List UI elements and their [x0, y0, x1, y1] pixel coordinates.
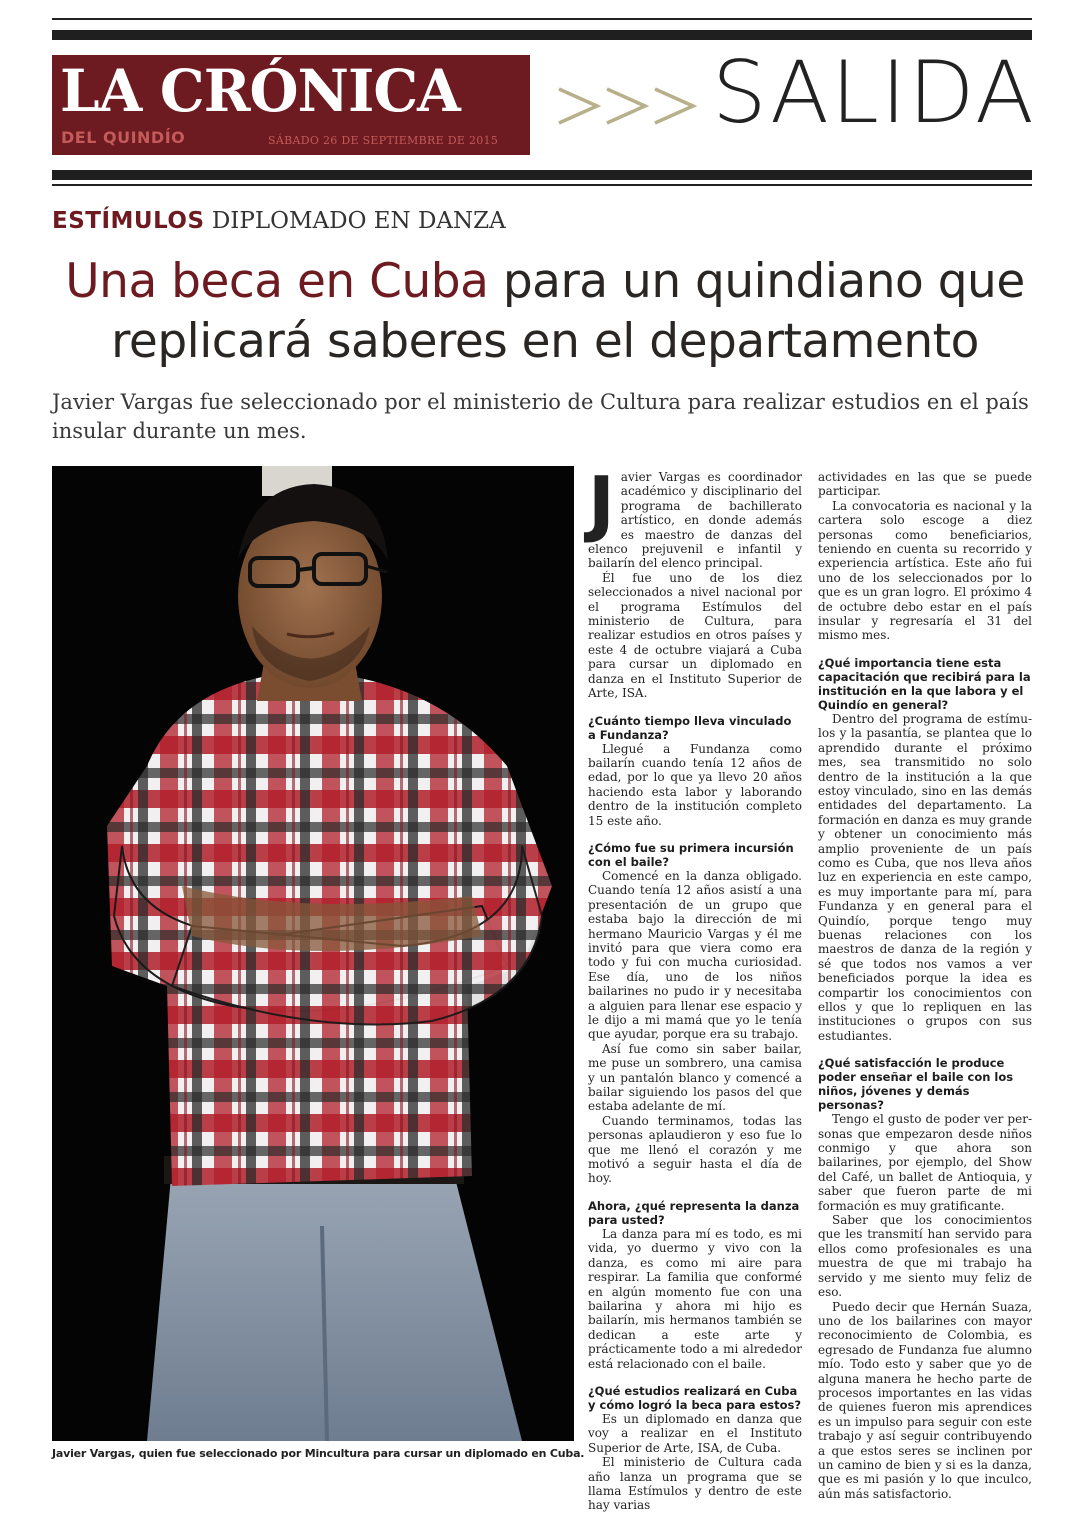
deck: Javier Vargas fue seleccionado por el ministerio de Cultura para realizar estudios en el país insular durante un mes. [52, 390, 1029, 443]
question-heading: Ahora, ¿qué representa la danza para usted? [588, 1198, 800, 1227]
paragraph: actividades en las que se puede participar. [818, 470, 1032, 499]
paragraph: El ministerio de Cultura cada año lanza un programa que se llama Estímulos y dentro de este hay varias [588, 1455, 802, 1513]
masthead [52, 55, 530, 155]
question-heading: ¿Qué estudios realizará en Cuba y cómo logró la beca para estos? [588, 1383, 802, 1412]
lead-text: avier Vargas es coordinador académico y disciplinario del programa de bachillerato artístico, en donde además es maestro de danzas del elenco prejuvenil e infantil y bailarín del elenco principal. [588, 470, 802, 571]
top-rule [52, 30, 1032, 40]
question-heading: ¿Qué satisfacción le produce poder enseñar el baile con los niños, jóvenes y demás personas? [818, 1056, 1014, 1113]
headline-accent: Una beca en Cuba [65, 254, 489, 309]
top-hairline [52, 18, 1032, 20]
question-heading: ¿Cómo fue su primera incursión con el baile? [588, 840, 794, 869]
masthead-bottom-rule [52, 170, 1032, 180]
portrait-photo [52, 466, 574, 1441]
issue-date: SÁBADO 26 DE SEPTIEMBRE DE 2015 [268, 134, 499, 147]
lead-paragraph [588, 461, 802, 571]
question-heading: ¿Cuánto tiempo lleva vinculado a Fundanza? [588, 713, 792, 742]
bottom-hairline [52, 184, 1032, 186]
paragraph: Cuando terminamos, todas las personas aplaudieron y eso fue lo que me llenó el corazón y me motivó a seguir hasta el día de hoy. [588, 1113, 802, 1186]
paragraph: Comencé en la danza obligado. Cuando tenía 12 años asistí a una presentación de un grupo que estaba bajo la dirección de mi hermano Mauricio Vargas y él me invitó para que viera como era todo y fui con mucha curiosidad. Ese día, uno de los niños bailarines no pudo ir y necesitaba a alguien para llenar ese espacio y le dijo a mi mamá que yo le tenía que ayudar, porque era su trabajo. [588, 868, 802, 1042]
chevron-right-icon [555, 83, 705, 129]
headline-line2: replicará saberes en el departamento [111, 314, 979, 369]
section-title: SALIDA [712, 43, 1036, 143]
photo-caption: Javier Vargas, quien fue seleccionado por Mincultura para cursar un diplomado en Cuba. [52, 1447, 585, 1460]
paragraph: La danza para mí es todo, es mi vida, yo duermo y vivo con la danza, es como mi aire para respirar. La familia que conformé en algún momento fue con una bailarina y ahora mi hijo es bailarín, mis hermanos también se dedican a este arte y prácticamente todo a mi alrededor está relacionado con el baile. [588, 1226, 802, 1371]
paragraph: La convocatoria es nacional y la cartera solo escoge a diez personas como beneficiarios, teniendo en cuenta su recorrido y experiencia artística. Este año fui uno de los seleccionados por lo que es un gran logro. El próximo 4 de octubre debo estar en el país insular y regresaría el 31 del mismo mes. [818, 498, 1032, 643]
paragraph: Dentro del programa de estímulos y la pasantía, se plantea que lo aprendido durante el próximo mes, sea transmitido no solo dentro de la institución a la que estoy vinculado, sino en las demás entidades del departamento. La formación en danza es muy grande y obtener un conocimiento más amplio proveniente de un país como es Cuba, que nos lleva años luz en experiencia en este campo, es muy importante para mí, para Fundanza y en general para el Quindío, porque tengo muy buenas relaciones con los maestros de danza de la región y sé que todos nos vamos a ver beneficiados porque la idea es compartir los conocimientos con ellos y que lo repliquen en las instituciones o grupos con sus estudiantes. [818, 711, 1032, 1043]
paragraph: Saber que los conocimientos que les transmití han servido para ellos como profesionales es una muestra de que mi trabajo ha servido y me siento muy feliz de eso. [818, 1213, 1032, 1300]
paragraph: Llegué a Fundanza como bailarín cuando tenía 12 años de edad, por lo que ya llevo 20 años haciendo esta labor y laborando dentro de la institución completo 15 este año. [588, 741, 802, 828]
article-column-2 [818, 470, 1032, 1501]
masthead-name: LA CRÓNICA [60, 57, 460, 125]
kicker-category: ESTÍMULOS [52, 208, 205, 234]
kicker [52, 208, 506, 234]
article-column-1 [588, 461, 802, 1513]
headline [40, 252, 1050, 372]
paragraph: Tengo el gusto de poder ver personas que empezaron desde niños conmigo y que ahora son bailarines, por ejemplo, del Show del Café, un ballet de Antioquia, y saber que fueron parte de mi formación es muy gratificante. [818, 1112, 1032, 1213]
question-heading: ¿Qué importancia tiene esta capacitación que recibirá para la institución en la que labora y el Quindío en general? [818, 655, 1031, 712]
paragraph: Es un diplomado en danza que voy a realizar en el Instituto Superior de Arte, ISA, de Cuba. [588, 1411, 802, 1455]
kicker-topic: DIPLOMADO EN DANZA [211, 208, 506, 234]
masthead-subname: DEL QUINDÍO [61, 128, 186, 147]
paragraph: Puedo decir que Hernán Suaza, uno de los bailarines con mayor reconocimiento de Colombia, es egresado de Fundanza fue alumno mío. Todo esto y saber que yo de alguna manera he hecho parte de procesos importantes en las vidas de quienes fueron mis aprendices es un impulso para seguir con este trabajo y así seguir contribuyendo a que estos seres se inclinen por un camino de bien y si es la danza, que es mi pasión y lo que inculco, aún más satisfactorio. [818, 1299, 1032, 1501]
paragraph: Así fue como sin saber bailar, me puse un sombrero, una camisa y un pantalón blanco y comencé a bailar siguiendo los pasos del que estaba adelante de mí. [588, 1041, 802, 1114]
paragraph: Él fue uno de los diez seleccionados a nivel nacional por el programa Estímulos del ministerio de Cultura, para realizar estudios en otros países y este 4 de octubre viajará a Cuba para cursar un diplomado en danza en el Instituto Superior de Arte, ISA. [588, 570, 802, 701]
dropcap: J [588, 461, 615, 545]
headline-line1-rest: para un quindiano que [488, 254, 1025, 309]
